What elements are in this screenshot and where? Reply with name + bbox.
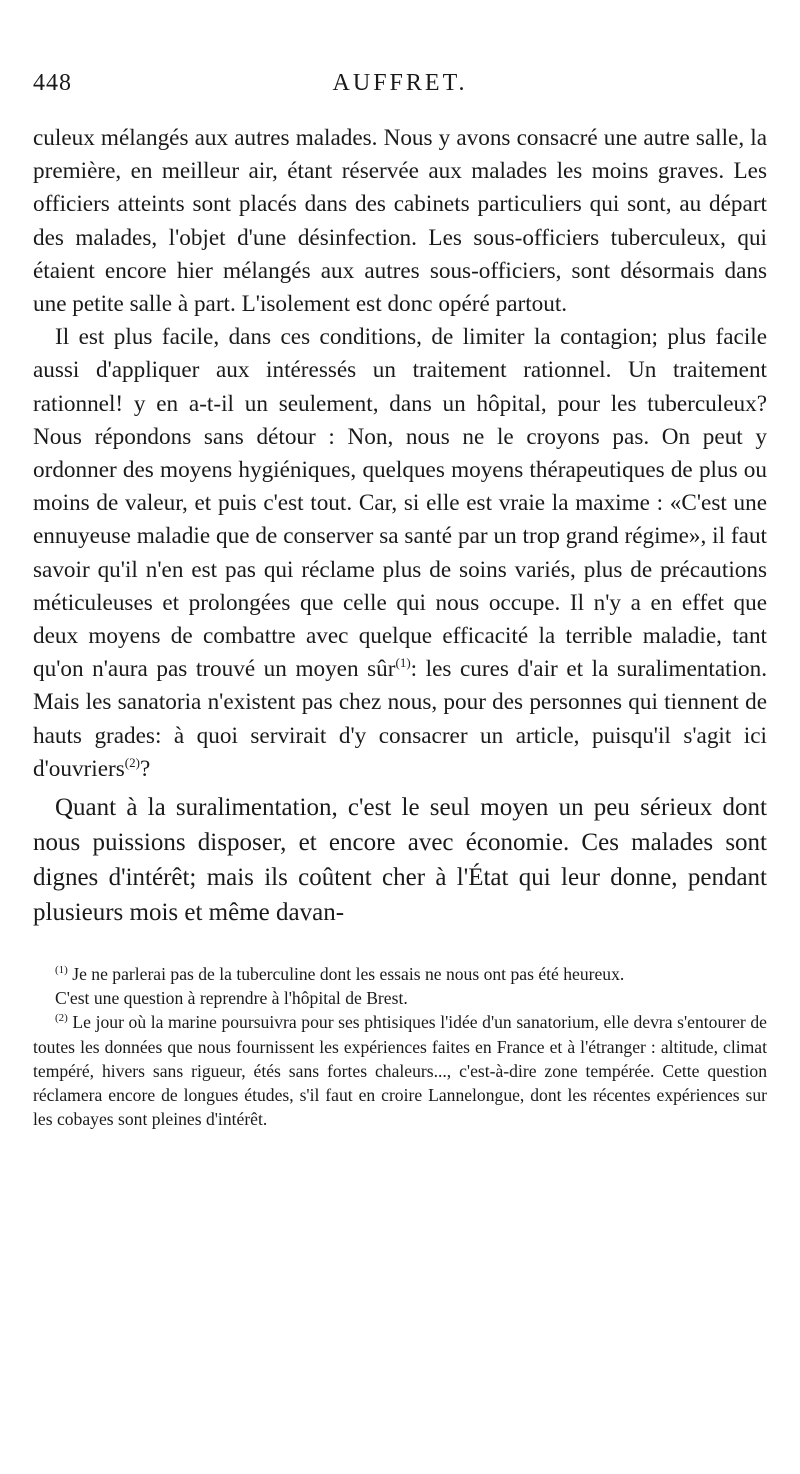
footnote-ref-2: (2) <box>124 754 140 770</box>
footnote-1-text: Je ne parlerai pas de la tuberculine dont les essais ne nous ont pas été heureux. <box>67 964 625 985</box>
footnote-1b-text: C'est une question à reprendre à l'hôpital de Brest. <box>55 988 408 1009</box>
paragraph-2-text-b: : les cures d'air et la suralimentation. Mais les sanatoria n'existent pas chez nous, pour des personnes qui tiennent de hauts grades: à quoi servirait d'y consacrer un article, puisqu'il s'agit ici d'ouvriers <box>33 656 767 782</box>
footnote-marker-2: (2) <box>55 1012 68 1025</box>
paragraph-2-text-a: Il est plus facile, dans ces conditions, de limiter la contagion; plus facile aussi d'appliquer aux intéressés un traitement rationnel. Un traitement rationnel! y en a-t-il un seulement, dans un hôpital, pour les tuberculeux? Nous répondons sans détour : Non, nous ne le croyons pas. On peut y ordonner des moyens hygiéniques, quelques moyens thérapeutiques de plus ou moins de valeur, et puis c'est tout. Car, si elle est vraie la maxime : «C'est une ennuyeuse maladie que de conserver sa santé par un trop grand régime», il faut savoir qu'il n'en est pas qui réclame plus de soins variés, plus de précautions méticuleuses et prolongées que celle qui nous occupe. Il n'y a en effet que deux moyens de combattre avec quelque efficacité la terrible maladie, tant qu'on n'aura pas trouvé un moyen sûr <box>33 324 767 683</box>
paragraph-2 <box>33 321 767 786</box>
running-head <box>33 70 767 110</box>
footnote-1 <box>33 962 767 986</box>
footnote-marker-1: (1) <box>55 964 68 977</box>
footnote-2 <box>33 1010 767 1131</box>
paragraph-3: Quant à la suralimentation, c'est le seul moyen un peu sérieux dont nous puissions disposer, et encore avec économie. Ces malades sont dignes d'intérêt; mais ils coûtent cher à l'État qui leur donne, pendant plusieurs mois et même davan- <box>33 794 767 927</box>
footnote-2-text: Le jour où la marine poursuivra pour ses phtisiques l'idée d'un sanatorium, elle devra s'entourer de toutes les données que nous fournissent les expériences faites en France et à l'étranger : altitude, climat tempéré, hivers sans rigueur, étés sans fortes chaleurs..., c'est-à-dire zone tempérée. Cette question réclamera encore de longues études, s'il faut en croire Lannelongue, dont les récentes expériences sur les cobayes sont pleines d'intérêt. <box>33 1012 767 1130</box>
footnotes <box>33 962 767 1131</box>
book-page <box>33 70 767 1131</box>
footnote-ref-1: (1) <box>395 655 411 671</box>
paragraph-2-text-c: ? <box>139 755 151 782</box>
page-number: 448 <box>33 70 72 96</box>
footnote-1-continued <box>33 986 767 1010</box>
body-text <box>33 122 767 930</box>
paragraph-1: culeux mélangés aux autres malades. Nous y avons consacré une autre salle, la première, en meilleur air, étant réservée aux malades les moins graves. Les officiers atteints sont placés dans des cabinets particuliers qui sont, au départ des malades, l'objet d'une désinfection. Les sous-officiers tuberculeux, qui étaient encore hier mélangés aux autres sous-officiers, sont désormais dans une petite salle à part. L'isolement est donc opéré partout. <box>33 125 767 318</box>
running-title: AUFFRET. <box>332 70 468 96</box>
